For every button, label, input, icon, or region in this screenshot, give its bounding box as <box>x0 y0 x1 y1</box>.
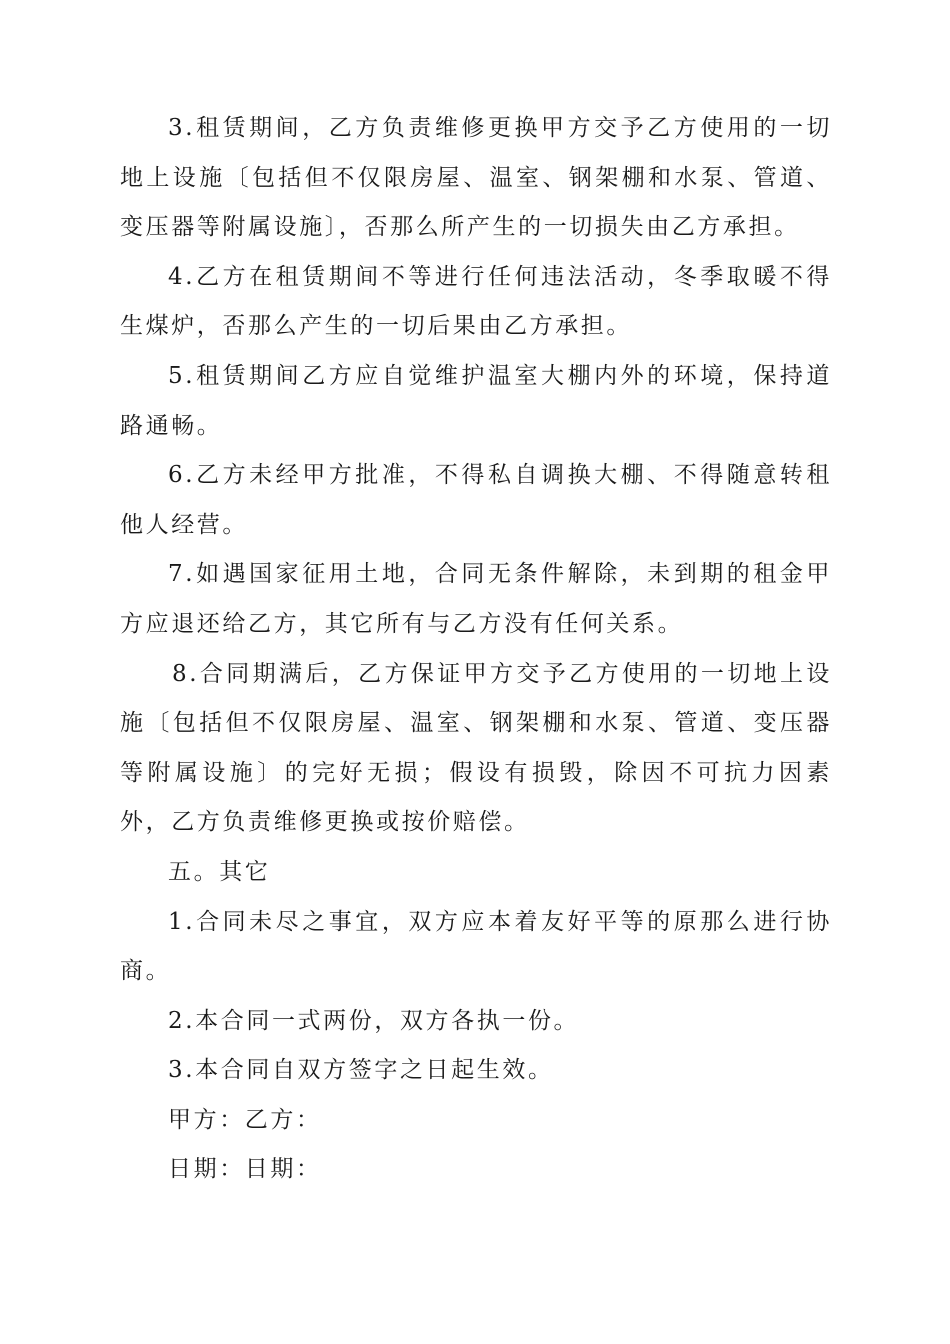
clause-6-no-sublease: 6.乙方未经甲方批准，不得私自调换大棚、不得随意转租他人经营。 <box>120 462 832 538</box>
signature-parties: 甲方：乙方： <box>168 1106 322 1133</box>
clause-7-land-requisition: 7.如遇国家征用土地，合同无条件解除，未到期的租金甲方应退还给乙方，其它所有与乙方没有任何关系。 <box>120 561 832 637</box>
other-clause-3: 3.本合同自双方签字之日起生效。 <box>168 1057 554 1084</box>
clause-5-environment: 5.租赁期间乙方应自觉维护温室大棚内外的环境，保持道路通畅。 <box>120 362 832 439</box>
document-body <box>120 104 832 1195</box>
clause-4-no-illegal-activity: 4.乙方在租赁期间不等进行任何违法活动，冬季取暖不得生煤炉，否那么产生的一切后果由乙方承担。 <box>120 263 832 340</box>
other-clause-2: 2.本合同一式两份，双方各执一份。 <box>168 1007 580 1034</box>
other-clause-1: 1.合同未尽之事宜，双方应本着友好平等的原那么进行协商。 <box>120 908 832 985</box>
section-heading-other: 五。其它 <box>168 858 271 885</box>
clause-3-maintenance: 3.租赁期间，乙方负责维修更换甲方交予乙方使用的一切地上设施〔包括但不仅限房屋、温室、钢架棚和水泵、管道、变压器等附属设施〕，否那么所产生的一切损失由乙方承担。 <box>120 115 832 241</box>
signature-dates: 日期：日期： <box>168 1156 322 1183</box>
clause-8-expiry: 8.合同期满后，乙方保证甲方交予乙方使用的一切地上设施〔包括但不仅限房屋、温室、钢架棚和水泵、管道、变压器等附属设施〕的完好无损；假设有损毁，除因不可抗力因素外，乙方负责维修更换或按价赔偿。 <box>120 660 832 836</box>
